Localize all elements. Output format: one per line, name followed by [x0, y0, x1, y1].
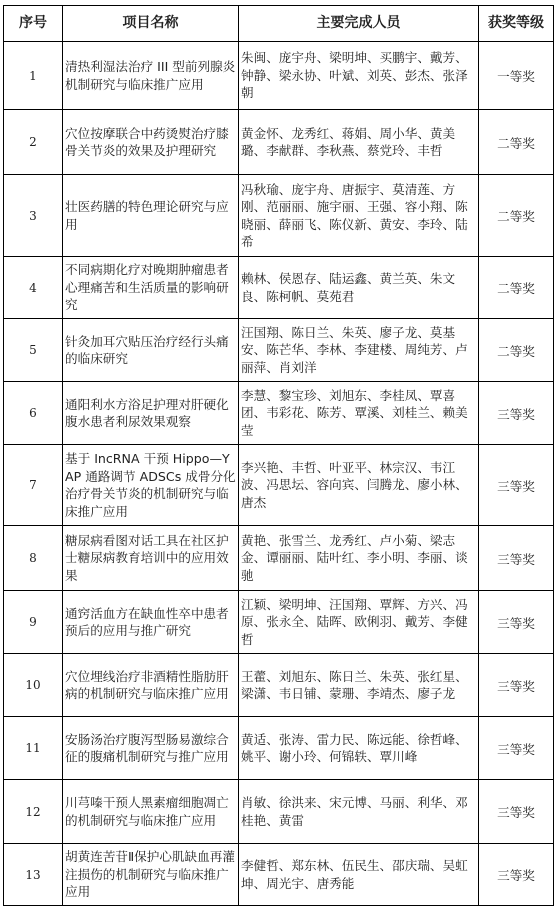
cell-level: 二等奖 — [479, 110, 554, 175]
awards-table — [3, 5, 554, 906]
cell-people: 李健哲、郑东林、伍民生、邵庆瑞、吴虹坤、周光宇、唐秀能 — [239, 844, 479, 906]
cell-title: 穴位按摩联合中药烫熨治疗膝骨关节炎的效果及护理研究 — [63, 110, 239, 175]
table-row — [4, 175, 554, 257]
cell-level: 二等奖 — [479, 175, 554, 257]
table-row — [4, 654, 554, 717]
cell-no: 13 — [4, 844, 63, 906]
cell-level: 三等奖 — [479, 445, 554, 526]
cell-people: 黄金怀、龙秀红、蒋娟、周小华、黄美璐、李献群、李秋燕、蔡党玲、丰哲 — [239, 110, 479, 175]
cell-people: 黄艳、张雪兰、龙秀红、卢小菊、梁志金、谭丽丽、陆叶红、李小明、李丽、谈驰 — [239, 526, 479, 591]
cell-title: 不同病期化疗对晚期肿瘤患者心理痛苦和生活质量的影响研究 — [63, 257, 239, 319]
cell-level: 三等奖 — [479, 591, 554, 654]
cell-people: 朱闽、庞宇舟、梁明坤、买鹏宇、戴芳、钟静、梁永协、叶斌、刘英、彭杰、张泽朝 — [239, 42, 479, 110]
table-row — [4, 257, 554, 319]
cell-people: 赖林、侯恩存、陆运鑫、黄兰英、朱文良、陈柯帆、莫苑君 — [239, 257, 479, 319]
cell-people: 江颖、梁明坤、汪国翔、覃辉、方兴、冯原、张永全、陆晖、欧俐羽、戴芳、李健哲 — [239, 591, 479, 654]
cell-no: 10 — [4, 654, 63, 717]
cell-level: 三等奖 — [479, 382, 554, 445]
cell-level: 三等奖 — [479, 526, 554, 591]
cell-title: 通阳利水方浴足护理对肝硬化腹水患者利尿效果观察 — [63, 382, 239, 445]
cell-title: 基于 IncRNA 干预 Hippo—YAP 通路调节 ADSCs 成骨分化治疗骨关节炎的机制研究与临床推广应用 — [63, 445, 239, 526]
cell-level: 三等奖 — [479, 717, 554, 780]
table-row — [4, 382, 554, 445]
cell-people: 冯秋瑜、庞宇舟、唐振宇、莫清莲、方刚、范丽丽、施宇丽、王强、容小翔、陈晓丽、薛丽飞、陈仪新、黄安、李玲、陆希 — [239, 175, 479, 257]
cell-people: 黄适、张涛、雷力民、陈远能、徐哲峰、姚平、谢小玲、何锦轶、覃川峰 — [239, 717, 479, 780]
cell-level: 三等奖 — [479, 654, 554, 717]
cell-no: 8 — [4, 526, 63, 591]
cell-no: 9 — [4, 591, 63, 654]
cell-people: 肖敏、徐洪来、宋元博、马丽、利华、邓桂艳、黄雷 — [239, 780, 479, 844]
table-row — [4, 319, 554, 382]
table-row — [4, 445, 554, 526]
header-row — [4, 6, 554, 42]
cell-no: 5 — [4, 319, 63, 382]
cell-no: 12 — [4, 780, 63, 844]
table-row — [4, 42, 554, 110]
table-row — [4, 591, 554, 654]
cell-title: 胡黄连苦苷Ⅱ保护心肌缺血再灌注损伤的机制研究与临床推广应用 — [63, 844, 239, 906]
cell-level: 三等奖 — [479, 844, 554, 906]
cell-title: 川芎嗪干预人黑素瘤细胞凋亡的机制研究与临床推广应用 — [63, 780, 239, 844]
cell-no: 11 — [4, 717, 63, 780]
table-row — [4, 110, 554, 175]
cell-level: 二等奖 — [479, 257, 554, 319]
cell-people: 汪国翔、陈日兰、朱英、廖子龙、莫基安、陈芒华、李林、李建楼、周纯芳、卢丽萍、肖刘洋 — [239, 319, 479, 382]
cell-no: 6 — [4, 382, 63, 445]
header-no: 序号 — [4, 6, 63, 42]
cell-title: 清热利湿法治疗 III 型前列腺炎机制研究与临床推广应用 — [63, 42, 239, 110]
table-row — [4, 844, 554, 906]
cell-people: 李兴艳、丰哲、叶亚平、林宗汉、韦江波、冯思坛、容向宾、闫腾龙、廖小林、唐杰 — [239, 445, 479, 526]
cell-level: 三等奖 — [479, 780, 554, 844]
cell-no: 2 — [4, 110, 63, 175]
table-row — [4, 780, 554, 844]
cell-people: 王藿、刘旭东、陈日兰、朱英、张红星、梁潇、韦日铺、蒙珊、李靖杰、廖子龙 — [239, 654, 479, 717]
cell-title: 糖尿病看图对话工具在社区护士糖尿病教育培训中的应用效果 — [63, 526, 239, 591]
cell-title: 穴位埋线治疗非酒精性脂肪肝病的机制研究与临床推广应用 — [63, 654, 239, 717]
header-people: 主要完成人员 — [239, 6, 479, 42]
cell-people: 李慧、黎宝珍、刘旭东、李桂凤、覃喜团、韦彩花、陈芳、覃溪、刘桂兰、赖美莹 — [239, 382, 479, 445]
cell-no: 3 — [4, 175, 63, 257]
cell-no: 4 — [4, 257, 63, 319]
cell-no: 7 — [4, 445, 63, 526]
cell-level: 一等奖 — [479, 42, 554, 110]
table-row — [4, 526, 554, 591]
header-level: 获奖等级 — [479, 6, 554, 42]
cell-title: 通窍活血方在缺血性卒中患者预后的应用与推广研究 — [63, 591, 239, 654]
cell-title: 针灸加耳穴贴压治疗经行头痛的临床研究 — [63, 319, 239, 382]
cell-title: 安肠汤治疗腹泻型肠易激综合征的腹痛机制研究与推广应用 — [63, 717, 239, 780]
cell-no: 1 — [4, 42, 63, 110]
header-title: 项目名称 — [63, 6, 239, 42]
cell-title: 壮医药膳的特色理论研究与应用 — [63, 175, 239, 257]
table-row — [4, 717, 554, 780]
cell-level: 二等奖 — [479, 319, 554, 382]
